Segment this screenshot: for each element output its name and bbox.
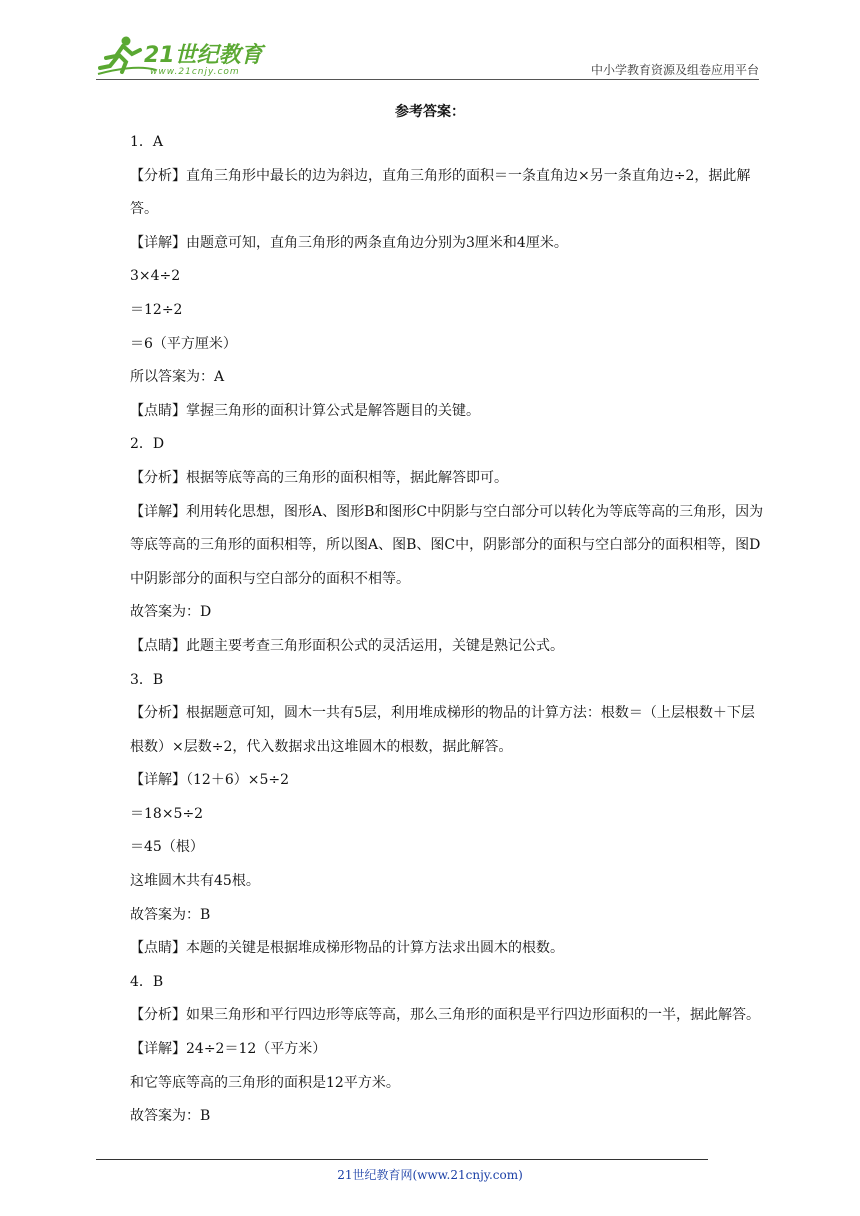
result-text: 和它等底等高的三角形的面积是12平方米。: [130, 1074, 400, 1091]
detail-text: 【详解】利用转化思想，图形A、图形B和图形C中阴影与空白部分可以转化为等底等高的三角形，因为等底等高的三角形的面积相等，所以图A、图B、图C中，阴影部分的面积与空白部分的面积相等，图D中阴影部分的面积与空白部分的面积不相等。: [130, 503, 764, 587]
equation-line: ＝45（根）: [130, 839, 204, 856]
page-title: 参考答案：: [395, 104, 465, 120]
equation-line: ＝18×5÷2: [130, 805, 204, 822]
answer-heading: 4．B: [130, 973, 164, 990]
runner-logo-icon: [96, 34, 266, 78]
analysis-text: 【分析】根据等底等高的三角形的面积相等，据此解答即可。: [130, 469, 508, 486]
answer-heading: 2．D: [130, 436, 165, 453]
equation-line: ＝12÷2: [130, 301, 183, 318]
comment-text: 【点睛】此题主要考查三角形面积公式的灵活运用，关键是熟记公式。: [130, 637, 564, 654]
equation-line: 3×4÷2: [130, 268, 181, 285]
answer-content: [130, 126, 766, 1134]
svg-text:21世纪教育: 21世纪教育: [144, 43, 263, 68]
platform-name: 中小学教育资源及组卷应用平台: [590, 63, 759, 77]
detail-text: 【详解】（12＋6）×5÷2: [130, 772, 289, 789]
comment-text: 【点睛】本题的关键是根据堆成梯形物品的计算方法求出圆木的根数。: [130, 940, 564, 957]
answer-line: 故答案为：D: [130, 604, 212, 621]
answer-heading: 3．B: [130, 671, 164, 688]
analysis-text: 【分析】如果三角形和平行四边形等底等高，那么三角形的面积是平行四边形面积的一半，据此解答。: [130, 1007, 760, 1024]
answer-heading: 1．A: [130, 134, 164, 150]
equation-line: ＝6（平方厘米）: [130, 335, 237, 352]
footer-divider: [96, 1159, 708, 1160]
svg-text:www.21cnjy.com: www.21cnjy.com: [150, 67, 240, 77]
result-text: 这堆圆木共有45根。: [130, 873, 260, 890]
analysis-text: 【分析】根据题意可知，圆木一共有5层，利用堆成梯形的物品的计算方法：根数＝（上层根数＋下层根数）×层数÷2，代入数据求出这堆圆木的根数，据此解答。: [130, 705, 755, 755]
header-divider: [96, 79, 759, 80]
answer-line: 故答案为：B: [130, 906, 211, 923]
footer-link[interactable]: 21世纪教育网(www.21cnjy.com): [337, 1168, 523, 1182]
analysis-text: 【分析】直角三角形中最长的边为斜边，直角三角形的面积＝一条直角边×另一条直角边÷2，据此解答。: [130, 167, 751, 218]
answer-line: 所以答案为：A: [130, 369, 225, 386]
detail-text: 【详解】由题意可知，直角三角形的两条直角边分别为3厘米和4厘米。: [130, 234, 568, 251]
page-header: [96, 34, 759, 80]
site-logo[interactable]: [96, 34, 266, 78]
answer-line: 故答案为：B: [130, 1108, 211, 1125]
comment-text: 【点睛】掌握三角形的面积计算公式是解答题目的关键。: [130, 402, 480, 419]
detail-text: 【详解】24÷2＝12（平方米）: [130, 1041, 327, 1058]
